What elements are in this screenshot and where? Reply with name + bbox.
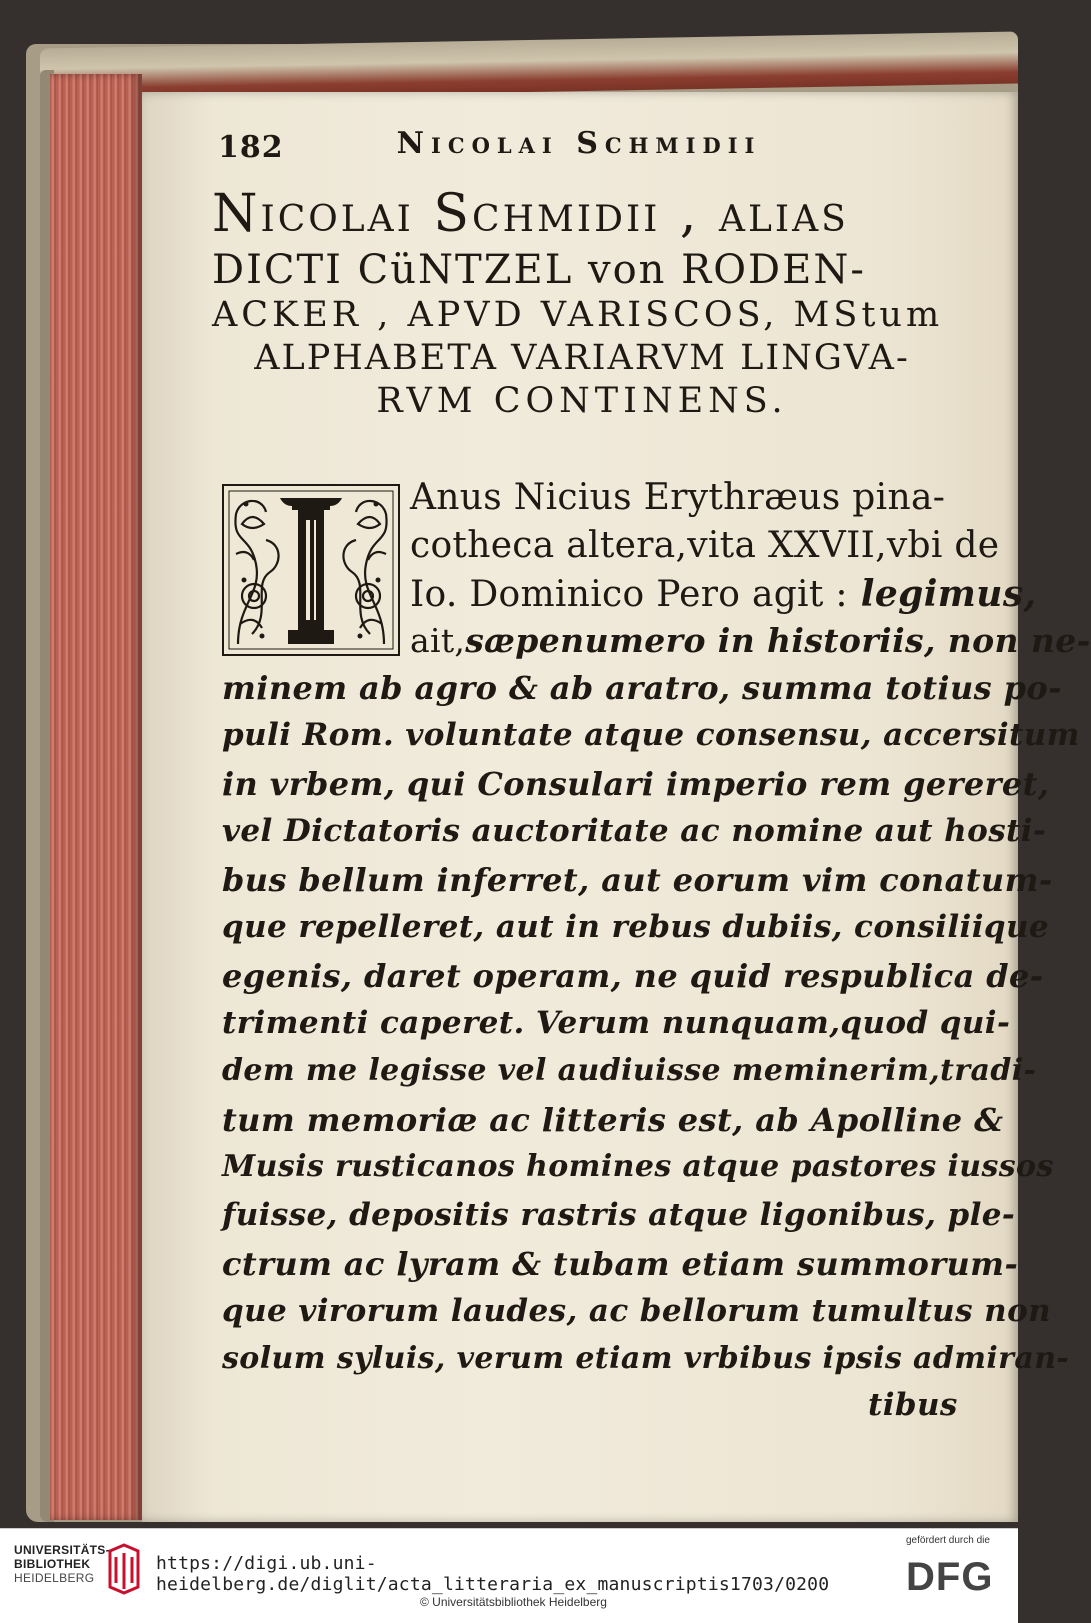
text-line: dem me legisse vel audiuisse meminerim,tradi-: [222, 1053, 1037, 1088]
text-line: minem ab agro & ab aratro, summa totius po-: [222, 669, 1062, 707]
title-line: ACKER , APVD VARISCOS, MStum: [212, 295, 944, 335]
funding-note: gefördert durch die: [906, 1535, 990, 1546]
running-head: Nicolai Schmidii: [396, 126, 762, 161]
dfg-logo[interactable]: DFG: [906, 1555, 994, 1599]
text-line: ctrum ac lyram & tubam etiam summorum-: [222, 1245, 1019, 1283]
title-line: DICTI CüNTZEL von RODEN-: [212, 247, 866, 293]
decorated-initial-icon: [222, 484, 400, 656]
text-line: fuisse, depositis rastris atque ligonibus, ple-: [222, 1197, 1016, 1233]
text-line: ait,sæpenumero in historiis, non ne-: [410, 621, 1091, 660]
text-line: Io. Dominico Pero agit : legimus,: [410, 573, 1037, 615]
text-line: Anus Nicius Erythræus pina-: [410, 477, 946, 518]
page-number: 182: [218, 130, 284, 165]
title-line: ALPHABETA VARIARVM LINGVA-: [254, 338, 910, 378]
title-line: RVM CONTINENS.: [376, 381, 788, 421]
text-line: vel Dictatoris auctoritate ac nomine aut hosti-: [222, 813, 1047, 849]
logo-text-line: HEIDELBERG: [14, 1571, 95, 1585]
ub-heidelberg-logo[interactable]: [14, 1543, 110, 1585]
text-line: bus bellum inferret, aut eorum vim conatum-: [222, 861, 1053, 899]
text-line: in vrbem, qui Consulari imperio rem gereret,: [222, 765, 1050, 803]
copyright-note: © Universitätsbibliothek Heidelberg: [420, 1595, 607, 1609]
chapter-title: [212, 184, 952, 421]
logo-text-line: BIBLIOTHEK: [14, 1557, 91, 1571]
text-line: cotheca altera,vita XXVII,vbi de: [410, 525, 1000, 566]
text-line: egenis, daret operam, ne quid respublica de-: [222, 957, 1044, 995]
text-line: puli Rom. voluntate atque consensu, accersitum: [222, 717, 1080, 753]
text-line: Musis rusticanos homines atque pastores iussos: [222, 1149, 1054, 1184]
text-line: que virorum laudes, ac bellorum tumultus non: [222, 1293, 1052, 1329]
ub-logo-mark-icon: [106, 1543, 142, 1595]
text-line: trimenti caperet. Verum nunquam,quod qui-: [222, 1005, 1011, 1041]
logo-text-line: UNIVERSITÄTS-: [14, 1543, 110, 1557]
text-line: tum memoriæ ac litteris est, ab Apolline &: [222, 1101, 1004, 1139]
catchword: tibus: [868, 1387, 958, 1423]
viewer-footer: [0, 1528, 1018, 1623]
decorated-initial-graphic: [222, 484, 400, 656]
title-line: Nicolai Schmidii , alias: [212, 184, 849, 244]
text-line: solum syluis, verum etiam vrbibus ipsis admiran-: [222, 1341, 1070, 1376]
permalink-url[interactable]: https://digi.ub.uni-heidelberg.de/diglit/acta_litteraria_ex_manuscriptis1703/0200: [156, 1553, 830, 1595]
text-line: que repelleret, aut in rebus dubiis, consiliique: [222, 909, 1050, 945]
red-page-edges: [50, 74, 142, 1520]
